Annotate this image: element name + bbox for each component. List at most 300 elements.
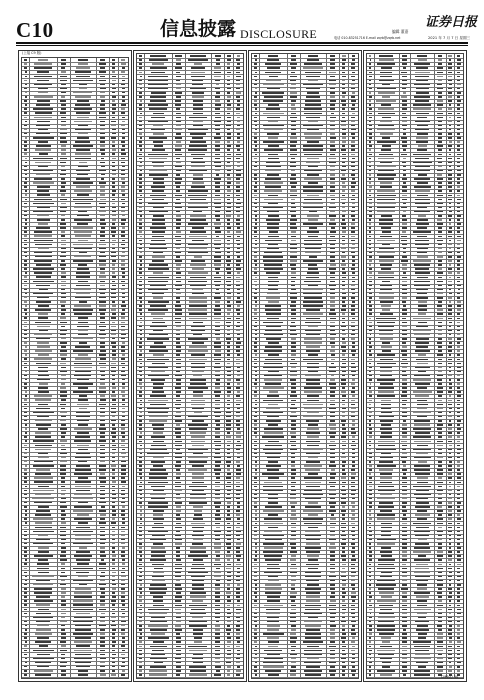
cell-text-glyphs: [309, 227, 318, 229]
cell-text-glyphs: [149, 670, 167, 672]
cell-text-glyphs: [75, 486, 91, 488]
cell-text-glyphs: [226, 338, 231, 340]
cell-text-glyphs: [330, 104, 335, 106]
cell-text-glyphs: [112, 453, 116, 455]
cell-text-glyphs: [341, 637, 346, 639]
cell-text-glyphs: [401, 137, 407, 139]
cell-text-glyphs: [237, 367, 240, 369]
cell-text-glyphs: [24, 670, 27, 672]
cell-text-glyphs: [254, 449, 257, 451]
cell-text-glyphs: [122, 395, 125, 397]
cell-text-glyphs: [139, 666, 142, 668]
cell-text-glyphs: [351, 149, 355, 151]
cell-text-glyphs: [268, 477, 279, 479]
cell-text-glyphs: [227, 186, 230, 188]
cell-text-glyphs: [342, 453, 345, 455]
cell-text-glyphs: [448, 518, 452, 520]
cell-text-glyphs: [378, 92, 395, 94]
cell-text-glyphs: [254, 170, 257, 172]
cell-text-glyphs: [193, 518, 203, 520]
cell-text-glyphs: [60, 264, 66, 266]
cell-text-glyphs: [61, 494, 65, 496]
cell-text-glyphs: [291, 666, 297, 668]
cell-text-glyphs: [175, 322, 181, 324]
cell-text-glyphs: [457, 584, 461, 586]
cell-text-glyphs: [255, 547, 257, 549]
cell-text-glyphs: [101, 174, 105, 176]
cell-text-glyphs: [448, 72, 452, 74]
cell-text-glyphs: [341, 170, 345, 172]
cell-text-glyphs: [448, 621, 451, 623]
cell-text-glyphs: [267, 293, 280, 295]
cell-text-glyphs: [140, 482, 142, 484]
cell-text-glyphs: [175, 609, 181, 611]
cell-text-glyphs: [176, 121, 181, 123]
cell-text-glyphs: [369, 359, 372, 361]
cell-text-glyphs: [263, 490, 283, 492]
cell-text-glyphs: [263, 141, 284, 143]
cell-text-glyphs: [457, 449, 461, 451]
cell-text-glyphs: [237, 100, 240, 102]
cell-text-glyphs: [215, 141, 220, 143]
cell-text-glyphs: [148, 80, 168, 82]
cell-text-glyphs: [60, 391, 67, 393]
cell-text-glyphs: [139, 646, 142, 648]
cell-text-glyphs: [402, 482, 407, 484]
cell-text-glyphs: [402, 670, 407, 672]
cell-text-glyphs: [342, 596, 345, 598]
cell-text-glyphs: [438, 600, 443, 602]
cell-text-glyphs: [376, 318, 396, 320]
cell-text-glyphs: [457, 190, 459, 192]
cell-text-glyphs: [448, 359, 452, 361]
cell-text-glyphs: [418, 461, 427, 463]
cell-text-glyphs: [449, 326, 452, 328]
cell-text-glyphs: [291, 215, 296, 217]
cell-text-glyphs: [379, 256, 394, 258]
cell-text-glyphs: [457, 568, 460, 570]
cell-text-glyphs: [303, 404, 322, 406]
cell-text-glyphs: [122, 383, 125, 385]
cell-text-glyphs: [330, 145, 335, 147]
cell-text-glyphs: [192, 84, 203, 86]
cell-text-glyphs: [342, 80, 345, 82]
cell-text-glyphs: [121, 629, 125, 631]
cell-text-glyphs: [112, 182, 116, 184]
cell-text-glyphs: [291, 170, 295, 172]
cell-text-glyphs: [290, 449, 296, 451]
cell-text-glyphs: [330, 121, 335, 123]
cell-text-glyphs: [176, 223, 181, 225]
cell-text-glyphs: [341, 346, 346, 348]
cell-text-glyphs: [175, 252, 181, 254]
cell-text-glyphs: [381, 412, 392, 414]
cell-text-glyphs: [267, 621, 278, 623]
cell-text-glyphs: [307, 436, 319, 438]
cell-text-glyphs: [448, 650, 451, 652]
cell-text-glyphs: [448, 551, 452, 553]
cell-text-glyphs: [351, 67, 356, 69]
cell-text-glyphs: [438, 149, 443, 151]
cell-text-glyphs: [227, 117, 231, 119]
cell-text-glyphs: [227, 465, 230, 467]
cell-text-glyphs: [255, 412, 257, 414]
cell-text-glyphs: [176, 354, 180, 356]
cell-text-glyphs: [254, 350, 257, 352]
cell-text-glyphs: [413, 108, 431, 110]
cell-text-glyphs: [379, 293, 394, 295]
cell-text-glyphs: [330, 453, 334, 455]
cell-text-glyphs: [342, 482, 346, 484]
cell-text-glyphs: [437, 658, 443, 660]
cell-text-glyphs: [36, 145, 51, 147]
cell-text-glyphs: [112, 654, 116, 656]
cell-text-glyphs: [448, 432, 451, 434]
cell-text-glyphs: [438, 248, 442, 250]
cell-text-glyphs: [214, 564, 221, 566]
cell-text-glyphs: [369, 572, 371, 574]
cell-text-glyphs: [61, 383, 65, 385]
cell-text-glyphs: [150, 244, 166, 246]
cell-text-glyphs: [415, 506, 430, 508]
cell-text-glyphs: [111, 293, 116, 295]
cell-text-glyphs: [237, 133, 240, 135]
cell-text-glyphs: [369, 346, 372, 348]
cell-text-glyphs: [236, 379, 241, 381]
cell-text-glyphs: [291, 383, 296, 385]
cell-text-glyphs: [78, 281, 88, 283]
cell-text-glyphs: [61, 293, 66, 295]
cell-text-glyphs: [236, 609, 241, 611]
cell-text-glyphs: [24, 494, 27, 496]
cell-text-glyphs: [457, 186, 460, 188]
cell-text-glyphs: [215, 326, 220, 328]
cell-text-glyphs: [403, 203, 407, 205]
cell-text-glyphs: [330, 580, 335, 582]
cell-text-glyphs: [112, 609, 115, 611]
cell-text-glyphs: [457, 572, 460, 574]
cell-text-glyphs: [402, 108, 407, 110]
cell-text-glyphs: [112, 272, 115, 274]
cell-text-glyphs: [290, 141, 297, 143]
cell-text-glyphs: [351, 88, 355, 90]
cell-text-glyphs: [214, 137, 220, 139]
cell-text-glyphs: [192, 268, 203, 270]
cell-text-glyphs: [254, 432, 257, 434]
cell-text-glyphs: [379, 59, 394, 61]
cell-text-glyphs: [330, 428, 336, 430]
cell-text-glyphs: [254, 236, 257, 238]
cell-text-glyphs: [416, 88, 429, 90]
cell-text-glyphs: [139, 178, 142, 180]
cell-text-glyphs: [216, 84, 220, 86]
cell-text-glyphs: [226, 629, 230, 631]
cell-text-glyphs: [227, 92, 231, 94]
cell-text-glyphs: [418, 637, 426, 639]
cell-text-glyphs: [122, 145, 125, 147]
cell-text-glyphs: [227, 80, 230, 82]
cell-text-glyphs: [402, 535, 407, 537]
cell-text-glyphs: [254, 76, 257, 78]
cell-text-glyphs: [99, 264, 106, 266]
cell-text-glyphs: [330, 617, 335, 619]
cell-text-glyphs: [227, 359, 230, 361]
cell-text-glyphs: [331, 469, 335, 471]
cell-text-glyphs: [254, 580, 257, 582]
cell-text-glyphs: [73, 383, 94, 385]
cell-text-glyphs: [216, 670, 220, 672]
cell-text-glyphs: [341, 264, 346, 266]
cell-text-glyphs: [100, 662, 105, 664]
cell-text-glyphs: [24, 330, 27, 332]
cell-text-glyphs: [352, 178, 355, 180]
cell-text-glyphs: [61, 617, 65, 619]
cell-text-glyphs: [24, 531, 27, 533]
cell-text-glyphs: [341, 621, 345, 623]
cell-text-glyphs: [369, 600, 371, 602]
cell-text-glyphs: [449, 59, 452, 61]
cell-text-glyphs: [33, 170, 53, 172]
cell-text-glyphs: [269, 391, 278, 393]
cell-text-glyphs: [457, 350, 460, 352]
cell-text-glyphs: [342, 313, 345, 315]
cell-text-glyphs: [151, 371, 165, 373]
cell-text-glyphs: [99, 112, 106, 114]
cell-text-glyphs: [255, 72, 257, 74]
cell-text-glyphs: [377, 190, 395, 192]
cell-text-glyphs: [61, 604, 66, 606]
cell-text-glyphs: [418, 313, 426, 315]
cell-text-glyphs: [369, 404, 371, 406]
cell-text-glyphs: [176, 174, 180, 176]
cell-text-glyphs: [25, 465, 27, 467]
cell-text-glyphs: [403, 674, 406, 676]
cell-text-glyphs: [215, 473, 220, 475]
cell-text-glyphs: [139, 108, 142, 110]
cell-text-glyphs: [236, 596, 240, 598]
cell-text-glyphs: [291, 473, 296, 475]
cell-text-glyphs: [263, 100, 283, 102]
cell-text-glyphs: [329, 445, 336, 447]
cell-text-glyphs: [122, 96, 125, 98]
cell-text-glyphs: [342, 277, 346, 279]
cell-text-glyphs: [24, 387, 27, 389]
holdings-table: [366, 53, 464, 679]
cell-text-glyphs: [24, 408, 27, 410]
cell-text-glyphs: [449, 371, 452, 373]
cell-text-glyphs: [73, 609, 93, 611]
cell-text-glyphs: [438, 133, 443, 135]
cell-text-glyphs: [448, 272, 452, 274]
cell-text-glyphs: [369, 223, 371, 225]
cell-text-glyphs: [415, 543, 429, 545]
cell-text-glyphs: [265, 670, 281, 672]
cell-text-glyphs: [305, 100, 322, 102]
cell-text-glyphs: [236, 514, 240, 516]
cell-text-glyphs: [369, 543, 371, 545]
cell-text-glyphs: [153, 457, 164, 459]
cell-text-glyphs: [330, 129, 336, 131]
cell-text-glyphs: [457, 551, 460, 553]
cell-text-glyphs: [227, 633, 230, 635]
cell-text-glyphs: [111, 252, 116, 254]
cell-text-glyphs: [112, 313, 116, 315]
cell-text-glyphs: [25, 432, 27, 434]
cell-text-glyphs: [254, 633, 257, 635]
cell-text-glyphs: [342, 633, 346, 635]
cell-text-glyphs: [290, 494, 296, 496]
cell-text-glyphs: [254, 227, 257, 229]
cell-text-glyphs: [369, 502, 372, 504]
cell-text-glyphs: [330, 457, 335, 459]
cell-text-glyphs: [227, 129, 230, 131]
cell-text-glyphs: [121, 445, 125, 447]
cell-text-glyphs: [100, 654, 104, 656]
cell-text-glyphs: [457, 605, 460, 607]
cell-text-glyphs: [304, 170, 323, 172]
cell-text-glyphs: [342, 260, 345, 262]
cell-text-glyphs: [381, 227, 391, 229]
cell-text-glyphs: [188, 338, 208, 340]
cell-text-glyphs: [414, 531, 430, 533]
cell-text-glyphs: [176, 400, 182, 402]
cell-text-glyphs: [268, 494, 278, 496]
cell-text-glyphs: [24, 399, 27, 401]
cell-text-glyphs: [330, 277, 335, 279]
cell-text-glyphs: [342, 236, 345, 238]
cell-text-glyphs: [24, 276, 27, 278]
cell-text-glyphs: [112, 518, 115, 520]
cell-text-glyphs: [149, 248, 167, 250]
cell-text-glyphs: [61, 514, 66, 516]
cell-text-glyphs: [352, 498, 355, 500]
cell-text-glyphs: [139, 129, 143, 131]
cell-text-glyphs: [254, 363, 257, 365]
cell-text-glyphs: [263, 84, 284, 86]
cell-text-glyphs: [378, 387, 394, 389]
cell-text-glyphs: [152, 256, 165, 258]
cell-text-glyphs: [33, 650, 54, 652]
cell-text-glyphs: [376, 584, 395, 586]
cell-text-glyphs: [448, 108, 452, 110]
cell-text-glyphs: [369, 244, 371, 246]
cell-text-glyphs: [369, 178, 371, 180]
cell-text-glyphs: [139, 670, 142, 672]
cell-text-glyphs: [402, 88, 406, 90]
cell-text-glyphs: [24, 88, 27, 90]
cell-text-glyphs: [414, 285, 430, 287]
cell-text-glyphs: [342, 670, 345, 672]
cell-text-glyphs: [175, 285, 182, 287]
cell-text-glyphs: [34, 600, 53, 602]
cell-text-glyphs: [122, 80, 125, 82]
cell-text-glyphs: [100, 358, 106, 360]
cell-text-glyphs: [214, 72, 221, 74]
cell-text-glyphs: [416, 113, 429, 115]
cell-text-glyphs: [189, 359, 206, 361]
cell-text-glyphs: [369, 514, 371, 516]
cell-text-glyphs: [415, 535, 430, 537]
cell-text-glyphs: [75, 129, 90, 131]
cell-text-glyphs: [448, 449, 452, 451]
cell-text-glyphs: [380, 313, 393, 315]
cell-text-glyphs: [139, 359, 143, 361]
cell-text-glyphs: [369, 420, 371, 422]
cell-text-glyphs: [377, 629, 395, 631]
cell-text-glyphs: [437, 178, 443, 180]
cell-text-glyphs: [254, 453, 257, 455]
cell-text-glyphs: [99, 244, 105, 246]
cell-text-glyphs: [75, 588, 91, 590]
cell-text-glyphs: [236, 178, 240, 180]
cell-text-glyphs: [402, 506, 406, 508]
cell-text-glyphs: [151, 313, 165, 315]
cell-text-glyphs: [291, 605, 296, 607]
cell-text-glyphs: [265, 588, 282, 590]
cell-text-glyphs: [60, 412, 67, 414]
cell-text-glyphs: [236, 240, 240, 242]
cell-text-glyphs: [351, 338, 355, 340]
cell-text-glyphs: [61, 613, 66, 615]
cell-text-glyphs: [36, 227, 50, 229]
cell-text-glyphs: [449, 203, 452, 205]
cell-text-glyphs: [33, 617, 54, 619]
cell-text-glyphs: [254, 445, 257, 447]
cell-text-glyphs: [414, 424, 430, 426]
cell-text-glyphs: [331, 113, 335, 115]
cell-text-glyphs: [305, 625, 322, 627]
cell-text-glyphs: [402, 227, 407, 229]
cell-text-glyphs: [139, 272, 141, 274]
cell-text-glyphs: [215, 625, 221, 627]
cell-text-glyphs: [35, 494, 51, 496]
issue-date: 2021 年 7 月 7 日 星期三: [428, 36, 471, 40]
cell-text-glyphs: [140, 149, 142, 151]
cell-text-glyphs: [402, 494, 407, 496]
cell-text-glyphs: [61, 346, 65, 348]
cell-text-glyphs: [34, 272, 52, 274]
cell-text-glyphs: [227, 219, 230, 221]
cell-text-glyphs: [78, 354, 88, 356]
cell-text-glyphs: [308, 219, 318, 221]
cell-text-glyphs: [307, 445, 319, 447]
cell-text-glyphs: [254, 531, 257, 533]
cell-text-glyphs: [417, 477, 428, 479]
cell-text-glyphs: [290, 441, 296, 443]
cell-text-glyphs: [268, 461, 278, 463]
cell-text-glyphs: [418, 309, 427, 311]
cell-text-glyphs: [176, 76, 182, 78]
cell-text-glyphs: [254, 568, 257, 570]
cell-text-glyphs: [149, 158, 167, 160]
cell-text-glyphs: [457, 256, 461, 258]
cell-text-glyphs: [60, 158, 66, 160]
cell-text-glyphs: [100, 350, 106, 352]
cell-text-glyphs: [351, 240, 355, 242]
cell-text-glyphs: [191, 72, 206, 74]
cell-text-glyphs: [291, 584, 295, 586]
cell-text-glyphs: [255, 461, 257, 463]
cell-text-glyphs: [36, 621, 51, 623]
cell-text-glyphs: [121, 600, 125, 602]
cell-text-glyphs: [176, 186, 180, 188]
cell-text-glyphs: [74, 658, 92, 660]
cell-text-glyphs: [382, 350, 391, 352]
cell-text-glyphs: [351, 96, 355, 98]
cell-text-glyphs: [100, 371, 106, 373]
cell-text-glyphs: [342, 244, 345, 246]
cell-text-glyphs: [237, 641, 240, 643]
